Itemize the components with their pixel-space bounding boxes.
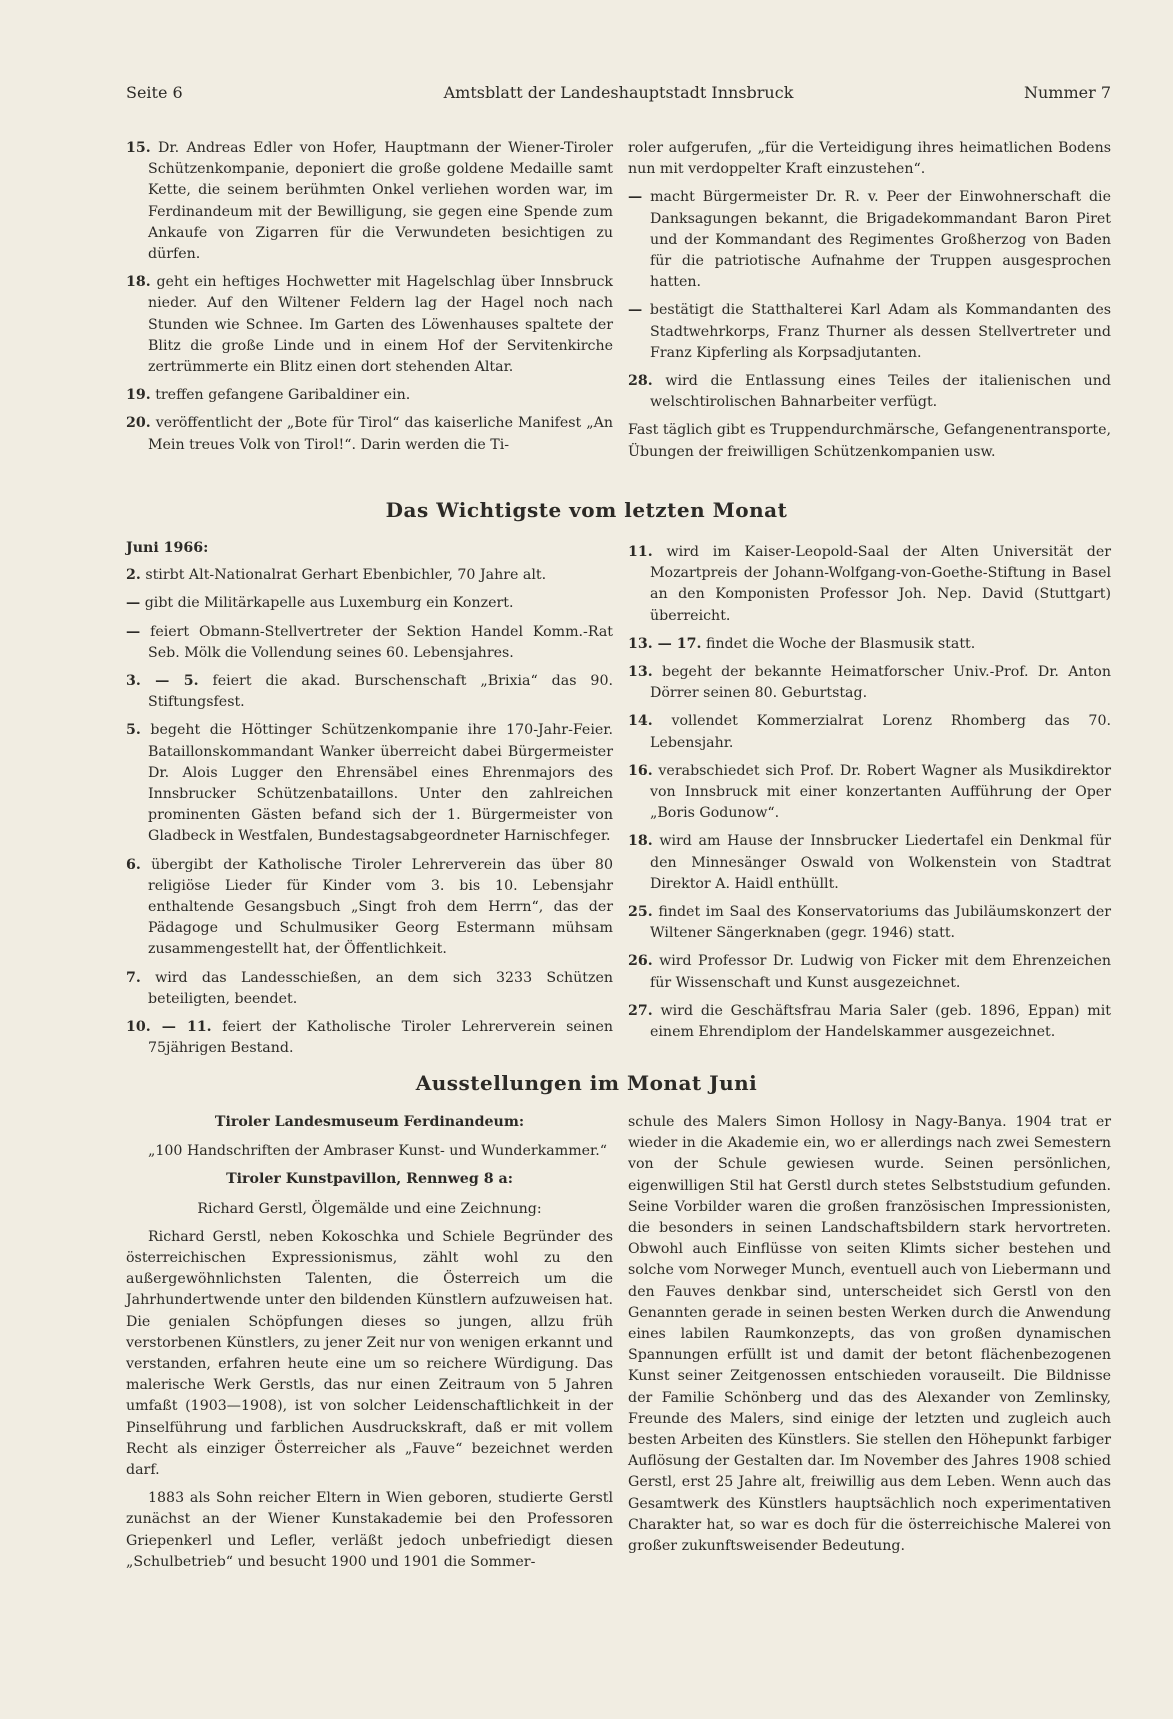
entry-date: 15. [126, 140, 151, 156]
entry-date: 18. [126, 274, 151, 291]
entry-date: — [628, 189, 643, 206]
chronicle-entry [126, 720, 613, 847]
entry-date: 3. — 5. [126, 673, 199, 690]
news-right-column [628, 542, 1111, 1050]
chronicle-entry [126, 968, 613, 1010]
chronicle-entry [628, 831, 1111, 895]
entry-text: wird die Geschäftsfrau Maria Saler (geb. 1896, Eppan) mit einem Ehrendiplom der Handelskammer ausgezeichnet. [650, 1002, 1111, 1041]
entry-date: 18. [628, 833, 653, 850]
chronicle-entry [628, 662, 1111, 704]
chronicle-entry [628, 300, 1111, 364]
entry-date: 26. [628, 953, 653, 970]
entry-text: roler aufgerufen, „für die Verteidigung ihres heimatlichen Bodens nun mit verdoppelter Kraft einzustehen“. [628, 140, 1111, 178]
entry-text: wird das Landesschießen, an dem sich 3233 Schützen beteiligten, beendet. [148, 969, 613, 1007]
entry-text: wird Professor Dr. Ludwig von Ficker mit dem Ehrenzeichen für Wissenschaft und Kunst ausgezeichnet. [650, 953, 1111, 991]
entry-text: Dr. Andreas Edler von Hofer, Hauptmann der Wiener-Tiroler Schützenkompanie, deponiert die große goldene Medaille samt Kette, die seinem berühmten Onkel verliehen worden war, im Ferdinandeum mit der Bewilligung, sie gegen eine Spende zum Ankaufe von Zigarren für die Verwundeten besichtigen zu dürfen. [148, 140, 613, 263]
gerstl-paragraph-2: 1883 als Sohn reicher Eltern in Wien geboren, studierte Gerstl zunächst an der Wiener Kunstakademie bei den Professoren Griepenkerl und Lefler, verläßt jedoch unbefriedigt diesen „Schulbetrieb“ und besucht 1900 und 1901 die Sommer- [126, 1490, 613, 1570]
entry-text: findet die Woche der Blasmusik statt. [705, 635, 976, 652]
entry-date: 14. [628, 713, 653, 730]
chronicle-entry [126, 593, 613, 614]
entry-text: feiert die akad. Burschenschaft „Brixia“ das 90. Stiftungsfest. [148, 673, 613, 711]
chronicle-right-column [628, 138, 1111, 470]
entry-date: — [628, 302, 643, 319]
entry-date: 25. [628, 904, 653, 921]
chronicle-entry [628, 1001, 1111, 1043]
entry-text: macht Bürgermeister Dr. R. v. Peer der Einwohnerschaft die Danksagungen bekannt, die Brigadekommandant Baron Piret und der Kommandant des Regimentes Großherzog von Baden für die patriotische Aufnahme der Truppen ausgesprochen hatten. [650, 189, 1111, 291]
chronicle-left-column [126, 138, 613, 463]
entry-text: verabschiedet sich Prof. Dr. Robert Wagner als Musikdirektor von Innsbruck mit einer konzertanten Aufführung der Oper „Boris Godunow“. [650, 762, 1112, 822]
entry-date: 19. [126, 387, 151, 404]
entry-text: stirbt Alt-Nationalrat Gerhart Ebenbichler, 70 Jahre alt. [145, 567, 547, 584]
chronicle-entry [126, 855, 613, 961]
entry-date: 20. [126, 415, 151, 432]
entry-date: 13. [628, 664, 653, 681]
chronicle-entry [628, 761, 1111, 825]
chronicle-entry [628, 542, 1111, 627]
chronicle-entry [126, 1017, 613, 1059]
chronicle-entry [628, 711, 1111, 753]
chronicle-entry [126, 413, 613, 455]
entry-date: 5. [126, 722, 141, 739]
entry-text: wird am Hause der Innsbrucker Liedertafel ein Denkmal für den Minnesänger Oswald von Wolkenstein von Stadtrat Direktor A. Haidl enthüllt. [650, 833, 1111, 892]
entry-date: 6. [126, 856, 141, 873]
chronicle-entry [628, 902, 1111, 944]
entry-date: — [126, 623, 141, 640]
section-heading-exhibitions: Ausstellungen im Monat Juni [415, 1071, 758, 1095]
entry-date: 16. [628, 762, 653, 779]
entry-text: treffen gefangene Garibaldiner ein. [155, 387, 411, 404]
chronicle-entry [628, 138, 1111, 180]
entry-text: begeht der bekannte Heimatforscher Univ.-Prof. Dr. Anton Dörrer seinen 80. Geburtstag. [650, 664, 1111, 702]
entry-text: wird die Entlassung eines Teiles der italienischen und welschtirolischen Bahnarbeiter verfügt. [650, 373, 1112, 411]
entry-text: findet im Saal des Konservatoriums das Jubiläumskonzert der Wiltener Sängerknaben (gegr. 1946) statt. [650, 904, 1111, 942]
chronicle-entry [126, 622, 613, 664]
gerstl-paragraph-1: Richard Gerstl, neben Kokoschka und Schiele Begründer des österreichischen Expressionismus, zählt wohl zu den außergewöhnlichsten Talenten, die Österreich um die Jahrhundertwende unter den bildenden Künstlern aufzuweisen hat. Die genialen Schöpfungen dieses so jungen, allzu früh verstorbenen Künstlers, zu jener Zeit nur von wenigen erkannt und verstanden, erfahren heute eine um so reichere Würdigung. Das malerische Werk Gerstls, das nur einen Zeitraum von 5 Jahren umfaßt (1903—1908), ist von solcher Leidenschaftlichkeit in der Pinselführung und farblichen Ausdruckskraft, daß er mit vollem Recht als einziger Österreicher als „Fauve“ bezeichnet werden darf. [126, 1228, 613, 1479]
entry-text: gibt die Militärkapelle aus Luxemburg ein Konzert. [144, 595, 514, 612]
museum-text: „100 Handschriften der Ambraser Kunst- und Wunderkammer.“ [148, 1143, 608, 1160]
news-left-column [126, 538, 613, 1066]
entry-text: übergibt der Katholische Tiroler Lehrerverein das über 80 religiöse Lieder für Kinder vom 3. bis 10. Lebensjahr enthaltende Gesangsbuch „Singt froh dem Herrn“, das der Pädagoge und Schulmusiker Georg Estermann mühsam zusammengestellt hat, der Öffentlichkeit. [148, 856, 613, 958]
entry-text: feiert der Katholische Tiroler Lehrerverein seinen 75jährigen Bestand. [148, 1019, 613, 1057]
entry-date: 2. [126, 567, 141, 584]
entry-text: feiert Obmann-Stellvertreter der Sektion Handel Komm.-Rat Seb. Mölk die Vollendung seines 60. Lebensjahres. [148, 623, 613, 661]
chronicle-entry [126, 272, 613, 378]
exhibitions-right-column [628, 1112, 1111, 1564]
pavillon-title: Tiroler Kunstpavillon, Rennweg 8 a: [226, 1171, 513, 1188]
entry-text: bestätigt die Statthalterei Karl Adam als Kommandanten des Stadtwehrkorps, Franz Thurner als dessen Stellvertreter und Franz Kipferling als Korpsadjutanten. [649, 302, 1111, 361]
month-label: Juni 1966: [126, 540, 209, 556]
entry-text: geht ein heftiges Hochwetter mit Hagelschlag über Innsbruck nieder. Auf den Wiltener Feldern lag der Hagel noch nach Stunden wie Schnee. Im Garten des Löwenhauses spaltete der Blitz die große Linde und in einem Hof der Servitenkirche zertrümmerte ein Blitz einen dort stehenden Altar. [148, 274, 613, 376]
chronicle-entry [126, 138, 613, 265]
entry-text: veröffentlicht der „Bote für Tirol“ das kaiserliche Manifest „An Mein treues Volk von Tirol!“. Darin werden die Ti- [148, 415, 613, 453]
chronicle-entry [126, 671, 613, 713]
entry-text: begeht die Höttinger Schützenkompanie ihre 170-Jahr-Feier. Bataillonskommandant Wanker überreicht dabei Bürgermeister Dr. Alois Lugger den Ehrensäbel eines Ehrenmajors des Innsbrucker Schützenbataillons. Unter den zahlreichen prominenten Gästen befand sich der 1. Bürgermeister von Gladbeck in Westfalen, Bundestagsabgeordneter Harnischfeger. [148, 722, 613, 845]
section-heading-monthly-news: Das Wichtigste vom letzten Monat [385, 498, 788, 522]
pavillon-subtitle: Richard Gerstl, Ölgemälde und eine Zeichnung: [197, 1200, 542, 1217]
publication-title: Amtsblatt der Landeshauptstadt Innsbruck [443, 83, 794, 102]
entry-date: 13. — 17. [628, 635, 702, 652]
chronicle-entry [628, 951, 1111, 993]
museum-title: Tiroler Landesmuseum Ferdinandeum: [214, 1114, 525, 1130]
exhibitions-left-column [126, 1112, 613, 1580]
entry-date: 11. [628, 544, 653, 560]
chronicle-entry [628, 420, 1111, 462]
page-header [126, 82, 1111, 110]
chronicle-entry [126, 385, 613, 406]
entry-text: wird im Kaiser-Leopold-Saal der Alten Universität der Mozartpreis der Johann-Wolfgang-von-Goethe-Stiftung in Basel an den Komponisten Professor Joh. Nep. David (Stuttgart) überreicht. [650, 544, 1111, 624]
chronicle-entry [126, 565, 613, 586]
issue-number: Nummer 7 [1023, 83, 1111, 102]
entry-date: 10. — 11. [126, 1019, 212, 1036]
chronicle-entry [628, 634, 1111, 655]
entry-date: 7. [126, 969, 141, 986]
entry-date: 28. [628, 373, 653, 390]
entry-text: Fast täglich gibt es Truppendurchmärsche, Gefangenentransporte, Übungen der freiwilligen Schützenkompanien usw. [628, 422, 1111, 460]
chronicle-entry [628, 371, 1111, 413]
page-number: Seite 6 [126, 83, 183, 102]
chronicle-entry [628, 187, 1111, 293]
entry-date: 27. [628, 1002, 653, 1019]
entry-text: vollendet Kommerzialrat Lorenz Rhomberg das 70. Lebensjahr. [650, 713, 1111, 751]
gerstl-paragraph-3: schule des Malers Simon Hollosy in Nagy-Banya. 1904 trat er wieder in die Akademie ein, wo er allerdings nach zwei Semestern von der Schule gewiesen wurde. Seinen persönlichen, eigenwilligen Stil hat Gerstl durch stetes Selbststudium gefunden. Seine Vorbilder waren die großen französischen Impressionisten, die besonders in seinen Landschaftsbildern stark hervortreten. Obwohl auch Einflüsse von seiten Klimts sicher bestehen und solche vom Norweger Munch, eventuell auch von Liebermann und den Fauves denkbar sind, unterscheidet sich Gerstl von den Genannten gerade in seinen besten Werken durch die Anwendung eines labilen Raumkonzepts, das von großen dynamischen Spannungen erfüllt ist und damit der betont flächenbezogenen Kunst seiner Zeitgenossen entschieden vorauseilt. Die Bildnisse der Familie Schönberg und das des Alexander von Zemlinsky, Freunde des Malers, sind einige der letzten und zugleich auch besten Arbeiten des Künstlers. Sie stellen den Höhepunkt farbiger Auflösung der Gestalten dar. Im November des Jahres 1908 schied Gerstl, erst 25 Jahre alt, freiwillig aus dem Leben. Wenn auch das Gesamtwerk des Künstlers hauptsächlich noch experimentativen Charakter hat, so war es doch für die österreichische Malerei von großer zukunftsweisender Bedeutung. [628, 1114, 1111, 1555]
entry-date: — [126, 595, 141, 612]
